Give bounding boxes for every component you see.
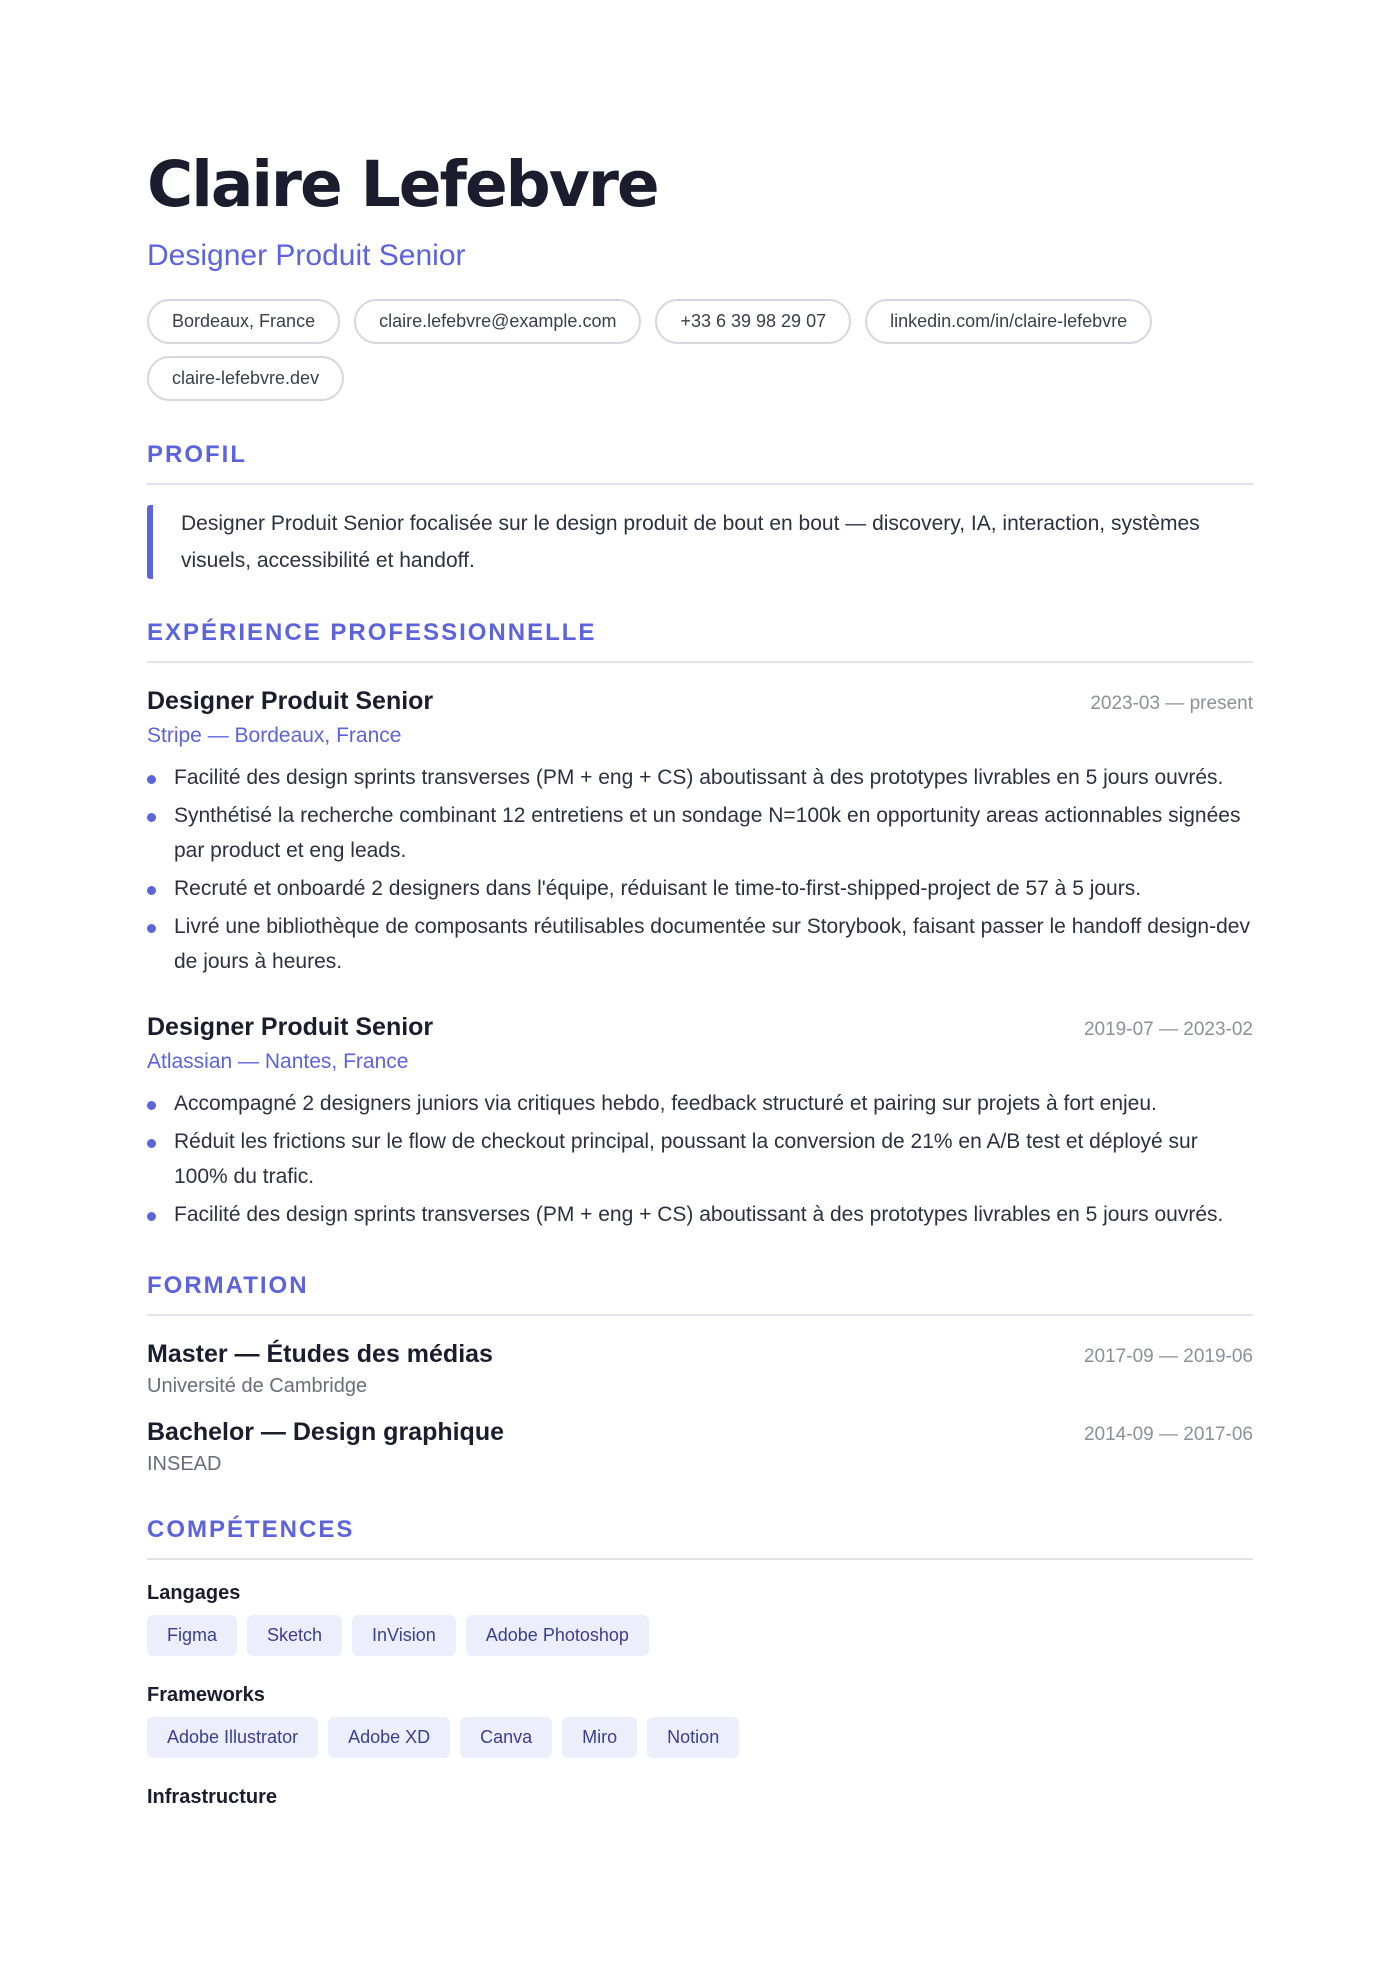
section-heading: EXPÉRIENCE PROFESSIONNELLE <box>147 619 1253 663</box>
education-dates: 2017-09 — 2019-06 <box>1083 1346 1253 1368</box>
education-entry <box>147 1418 1253 1476</box>
contact-location: Bordeaux, France <box>147 299 340 344</box>
job-dates: 2023-03 — present <box>1090 693 1253 715</box>
skill-tag: Figma <box>147 1615 237 1656</box>
candidate-name: Claire Lefebvre <box>147 148 658 221</box>
skill-tag: Adobe XD <box>328 1717 450 1758</box>
job-company: Stripe — Bordeaux, France <box>147 724 402 748</box>
list-item: Accompagné 2 designers juniors via critiques hebdo, feedback structuré et pairing sur projets à fort enjeu. <box>147 1086 1253 1121</box>
job-entry <box>147 1013 1253 1232</box>
job-title: Designer Produit Senior <box>147 1013 434 1042</box>
education-entry <box>147 1340 1253 1398</box>
job-title: Designer Produit Senior <box>147 687 434 716</box>
contact-website[interactable]: claire-lefebvre.dev <box>147 356 344 401</box>
list-item: Facilité des design sprints transverses (PM + eng + CS) aboutissant à des prototypes livrables en 5 jours ouvrés. <box>147 760 1253 795</box>
skills-section <box>147 1516 1253 1809</box>
list-item: Réduit les frictions sur le flow de checkout principal, poussant la conversion de 21% en A/B test et déployé sur 100% du trafic. <box>147 1124 1253 1194</box>
skill-tag: Adobe Illustrator <box>147 1717 318 1758</box>
education-section <box>147 1272 1253 1476</box>
list-item: Livré une bibliothèque de composants réutilisables documentée sur Storybook, faisant passer le handoff design-dev de jours à heures. <box>147 909 1253 979</box>
skill-tag: Sketch <box>247 1615 342 1656</box>
skill-tag: InVision <box>352 1615 456 1656</box>
section-heading: COMPÉTENCES <box>147 1516 1253 1560</box>
skill-group <box>147 1582 1253 1656</box>
profile-section <box>147 441 1253 579</box>
job-entry <box>147 687 1253 979</box>
section-heading: FORMATION <box>147 1272 1253 1316</box>
list-item: Synthétisé la recherche combinant 12 entretiens et un sondage N=100k en opportunity areas actionnables signées par product et eng leads. <box>147 798 1253 868</box>
school-name: Université de Cambridge <box>147 1375 368 1398</box>
job-company: Atlassian — Nantes, France <box>147 1050 409 1074</box>
skill-tag: Adobe Photoshop <box>466 1615 649 1656</box>
section-heading: PROFIL <box>147 441 1253 485</box>
degree-title: Master — Études des médias <box>147 1340 493 1369</box>
education-dates: 2014-09 — 2017-06 <box>1083 1424 1253 1446</box>
candidate-title: Designer Produit Senior <box>147 239 466 273</box>
skill-tag: Notion <box>647 1717 739 1758</box>
contact-list <box>147 299 1247 401</box>
skill-tag: Canva <box>460 1717 552 1758</box>
skill-group-label: Infrastructure <box>147 1786 278 1809</box>
skill-tag: Miro <box>562 1717 637 1758</box>
job-bullets <box>147 760 1253 979</box>
contact-linkedin[interactable]: linkedin.com/in/claire-lefebvre <box>865 299 1152 344</box>
list-item: Recruté et onboardé 2 designers dans l'équipe, réduisant le time-to-first-shipped-project de 57 à 5 jours. <box>147 871 1253 906</box>
contact-phone[interactable]: +33 6 39 98 29 07 <box>655 299 851 344</box>
skill-group <box>147 1684 1253 1758</box>
skill-group-label: Langages <box>147 1582 241 1605</box>
experience-section <box>147 619 1253 1232</box>
degree-title: Bachelor — Design graphique <box>147 1418 505 1447</box>
skill-group <box>147 1786 1253 1809</box>
school-name: INSEAD <box>147 1453 222 1476</box>
skill-group-label: Frameworks <box>147 1684 265 1707</box>
contact-email[interactable]: claire.lefebvre@example.com <box>354 299 641 344</box>
profile-text: Designer Produit Senior focalisée sur le design produit de bout en bout — discovery, IA, interaction, systèmes visuels, accessibilité et handoff. <box>147 505 1253 579</box>
job-bullets <box>147 1086 1253 1232</box>
list-item: Facilité des design sprints transverses (PM + eng + CS) aboutissant à des prototypes livrables en 5 jours ouvrés. <box>147 1197 1253 1232</box>
job-dates: 2019-07 — 2023-02 <box>1083 1019 1253 1041</box>
